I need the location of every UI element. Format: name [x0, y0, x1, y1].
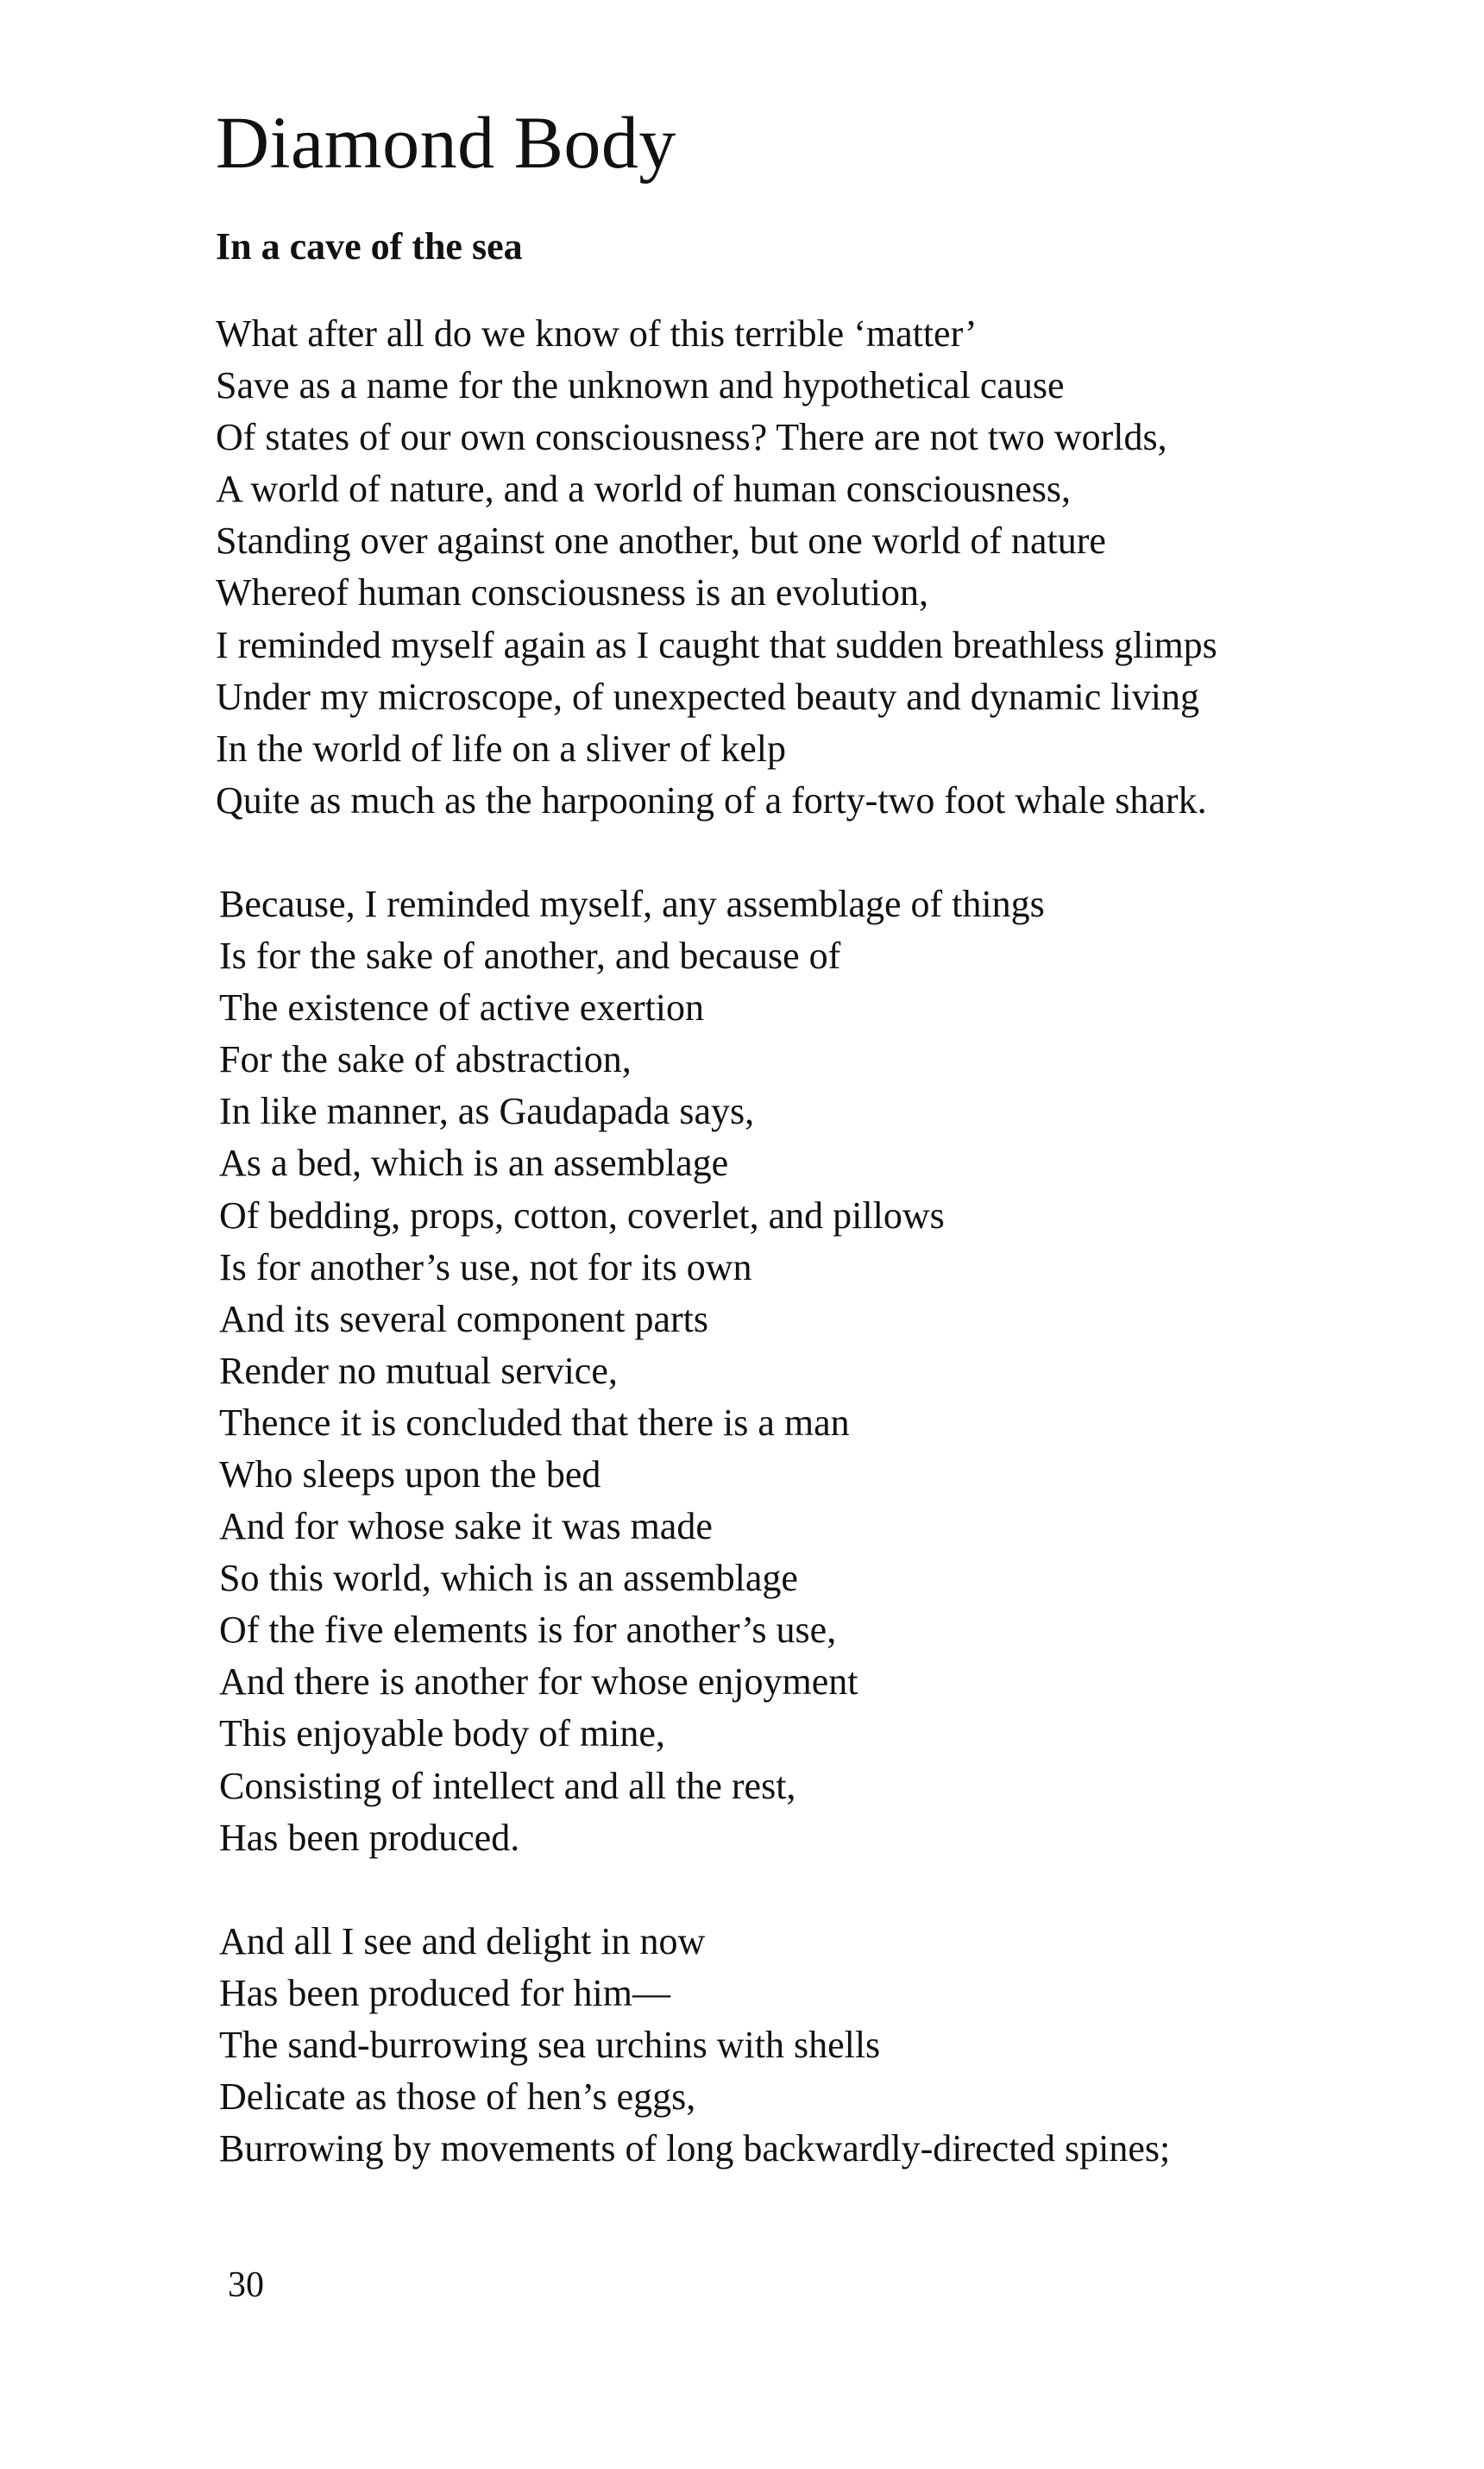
poem-line: Quite as much as the harpooning of a forty-two foot whale shark.: [216, 778, 1207, 822]
poem-line: Of bedding, props, cotton, coverlet, and pillows: [219, 1194, 945, 1237]
stanza-3: [216, 1916, 1441, 2175]
poem-line: Of states of our own consciousness? There are not two worlds,: [216, 416, 1167, 459]
poem-line: The existence of active exertion: [219, 986, 704, 1030]
stanza-2: [216, 879, 1441, 1864]
poem-line: Burrowing by movements of long backwardly-directed spines;: [219, 2127, 1171, 2170]
poem-line: For the sake of abstraction,: [219, 1038, 632, 1081]
poem-line: The sand-burrowing sea urchins with shells: [219, 2023, 881, 2066]
poem-line: In the world of life on a sliver of kelp: [216, 727, 787, 770]
poem-body: [216, 308, 1441, 2175]
poem-line: And for whose sake it was made: [219, 1505, 713, 1548]
poem-line: Delicate as those of hen’s eggs,: [219, 2075, 696, 2118]
poem-line: In like manner, as Gaudapada says,: [219, 1090, 755, 1133]
page-title: Diamond Body: [216, 101, 676, 184]
poem-line: So this world, which is an assemblage: [219, 1557, 798, 1600]
poem-line: And there is another for whose enjoyment: [219, 1660, 858, 1704]
poem-line: This enjoyable body of mine,: [219, 1712, 665, 1755]
poem-line: Has been produced.: [219, 1816, 520, 1859]
poem-line: I reminded myself again as I caught that sudden breathless glimps: [216, 623, 1217, 666]
page-number: 30: [228, 2265, 264, 2305]
poem-line: Under my microscope, of unexpected beauty and dynamic living: [216, 675, 1199, 718]
poem-line: Who sleeps upon the bed: [219, 1452, 601, 1496]
poem-line: Consisting of intellect and all the rest,: [219, 1764, 796, 1807]
poem-line: Whereof human consciousness is an evolution,: [216, 571, 929, 614]
poem-line: A world of nature, and a world of human consciousness,: [216, 468, 1072, 511]
poem-subtitle: In a cave of the sea: [216, 225, 523, 268]
poem-line: Thence it is concluded that there is a man: [219, 1401, 850, 1444]
poem-line: What after all do we know of this terrible ‘matter’: [216, 312, 978, 355]
poem-line: Save as a name for the unknown and hypothetical cause: [216, 364, 1065, 407]
poem-line: As a bed, which is an assemblage: [219, 1142, 729, 1185]
poem-line: Because, I reminded myself, any assemblage of things: [219, 882, 1045, 925]
stanza-1: [216, 308, 1441, 827]
poem-line: And all I see and delight in now: [219, 1919, 706, 1962]
poem-line: Standing over against one another, but one world of nature: [216, 520, 1106, 563]
poem-line: Is for another’s use, not for its own: [219, 1245, 752, 1288]
poem-line: Render no mutual service,: [219, 1349, 618, 1392]
poem-line: And its several component parts: [219, 1297, 708, 1340]
poem-line: Of the five elements is for another’s use,: [219, 1609, 837, 1652]
poem-line: Is for the sake of another, and because of: [219, 935, 841, 978]
poem-line: Has been produced for him—: [219, 1971, 670, 2014]
